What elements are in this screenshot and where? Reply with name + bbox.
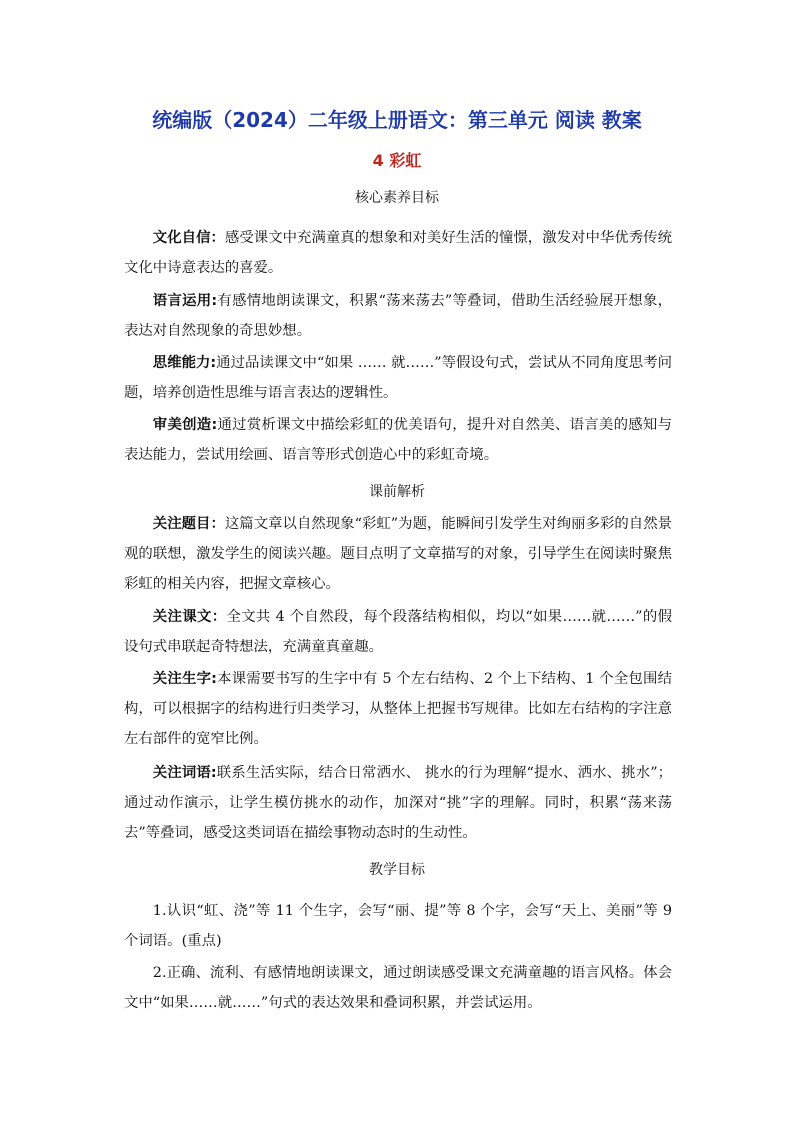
pre-class-text: 本课需要书写的生字中有 5 个左右结构、2 个上下结构、1 个全包围结构，可以根据字的结构进行归类学习，从整体上把握书写规律。比如左右结构的字注意左右部件的宽窄比例。 xyxy=(124,671,672,747)
core-goal-language xyxy=(124,286,672,346)
pre-class-title xyxy=(124,509,672,599)
pre-class-text: 联系生活实际，结合日常洒水、 挑水的行为理解“提水、洒水、挑水”；通过动作演示，让学生模仿挑水的动作，加深对“挑”字的理解。同时，积累“荡来荡去”等叠词，感受这类词语在描绘事物动态时的生动性。 xyxy=(124,765,672,841)
lesson-title: 4 彩虹 xyxy=(372,151,422,170)
pre-class-label: 关注词语: xyxy=(152,765,217,781)
core-goal-label: 语言运用: xyxy=(152,293,218,309)
document-title: 统编版（2024）二年级上册语文：第三单元 阅读 教案 xyxy=(152,108,642,132)
core-goal-text: 通过赏析课文中描绘彩虹的优美语句，提升对自然美、语言美的感知与表达能力，尝试用绘画、语言等形式创造心中的彩虹奇境。 xyxy=(124,417,672,463)
core-goal-culture xyxy=(124,223,672,283)
core-goal-label: 思维能力: xyxy=(152,355,217,371)
core-goal-label: 文化自信： xyxy=(152,230,225,246)
teaching-goal-text: 1.认识“虹、浇”等 11 个生字，会写“丽、提”等 8 个字，会写“天上、美丽”等 9 个词语。(重点) xyxy=(124,903,672,949)
core-goal-aesthetic xyxy=(124,410,672,470)
teaching-goal-text: 2.正确、流利、有感情地朗读课文，通过朗读感受课文充满童趣的语言风格。体会文中“如果……就……”句式的表达效果和叠词积累，并尝试运用。 xyxy=(124,965,672,1011)
core-goal-label: 审美创造: xyxy=(152,417,218,433)
teaching-goal-item xyxy=(124,896,672,956)
teaching-goals-heading: 教学目标 xyxy=(369,862,425,878)
pre-class-label: 关注课文： xyxy=(152,609,227,625)
core-goal-text: 通过品读课文中“如果 …… 就……”等假设句式，尝试从不同角度思考问 题，培养创造性思维与语言表达的逻辑性。 xyxy=(124,355,672,401)
pre-class-label: 关注生字: xyxy=(152,671,217,687)
core-goal-text: 感受课文中充满童真的想象和对美好生活的憧憬，激发对中华优秀传统文化中诗意表达的喜爱。 xyxy=(124,230,672,276)
teaching-goal-item xyxy=(124,958,672,1018)
pre-class-characters xyxy=(124,664,672,754)
pre-class-label: 关注题目： xyxy=(152,516,225,532)
core-goal-thinking xyxy=(124,348,672,408)
pre-class-words xyxy=(124,758,672,848)
pre-class-text: 这篇文章以自然现象“彩虹”为题，能瞬间引发学生对绚丽多彩的自然景观的联想，激发学生的阅读兴趣。题目点明了文章描写的对象，引导学生在阅读时聚焦彩虹的相关内容，把握文章核心。 xyxy=(124,516,672,592)
core-goals-heading: 核心素养目标 xyxy=(355,190,439,206)
pre-class-heading: 课前解析 xyxy=(369,484,425,500)
pre-class-text-structure xyxy=(124,602,672,662)
core-goal-text: 有感情地朗读课文，积累“荡来荡去”等叠词，借助生活经验展开想象，表达对自然现象的奇思妙想。 xyxy=(124,293,672,339)
pre-class-text: 全文共 4 个自然段，每个段落结构相似，均以“如果……就……”的假设句式串联起奇特想法，充满童真童趣。 xyxy=(124,609,672,655)
